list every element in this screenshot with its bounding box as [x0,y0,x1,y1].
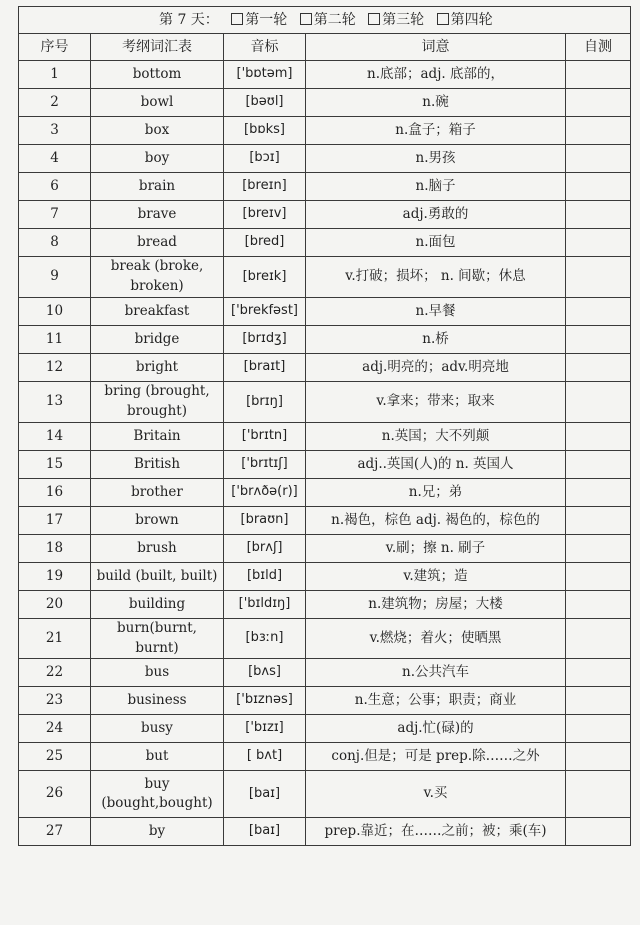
table-row [19,257,631,298]
row-word: box [91,117,224,145]
row-number: 26 [19,771,91,818]
row-word: buy (bought,bought) [91,771,224,818]
row-word: break (broke, broken) [91,257,224,298]
table-row [19,687,631,715]
row-self-test[interactable] [566,61,631,89]
row-phonetic: ['bɒtəm] [224,61,306,89]
row-meaning: adj.勇敢的 [306,201,566,229]
row-phonetic: [brʌʃ] [224,535,306,563]
row-phonetic: [brɪŋ] [224,382,306,423]
row-word: Britain [91,423,224,451]
row-phonetic: ['bɪzɪ] [224,715,306,743]
table-body [19,61,631,846]
row-number: 24 [19,715,91,743]
round-3-checkbox[interactable] [368,13,380,25]
row-number: 21 [19,619,91,659]
row-self-test[interactable] [566,743,631,771]
table-row [19,326,631,354]
day-label: 第 7 天： [159,11,219,28]
row-word: bring (brought, brought) [91,382,224,423]
vocabulary-table [18,6,631,846]
row-meaning: adj.明亮的；adv.明亮地 [306,354,566,382]
row-self-test[interactable] [566,173,631,201]
row-meaning: conj.但是；可是 prep.除……之外 [306,743,566,771]
row-word: building [91,591,224,619]
row-meaning: n.碗 [306,89,566,117]
row-number: 2 [19,89,91,117]
row-number: 14 [19,423,91,451]
row-meaning: v.拿来；带来；取来 [306,382,566,423]
title-row [19,7,631,34]
table-row [19,229,631,257]
row-phonetic: ['bɪldɪŋ] [224,591,306,619]
row-self-test[interactable] [566,298,631,326]
row-self-test[interactable] [566,687,631,715]
round-4-checkbox[interactable] [437,13,449,25]
header-word: 考纲词汇表 [91,34,224,61]
row-self-test[interactable] [566,423,631,451]
row-number: 9 [19,257,91,298]
row-number: 25 [19,743,91,771]
row-meaning: v.刷；擦 n. 刷子 [306,535,566,563]
row-word: British [91,451,224,479]
header-row [19,34,631,61]
row-meaning: n.生意；公事；职责；商业 [306,687,566,715]
row-number: 17 [19,507,91,535]
row-phonetic: [bred] [224,229,306,257]
row-phonetic: [baɪ] [224,818,306,846]
table-row [19,423,631,451]
table-row [19,535,631,563]
table-row [19,771,631,818]
row-word: brain [91,173,224,201]
row-self-test[interactable] [566,818,631,846]
row-meaning: n.桥 [306,326,566,354]
table-row [19,61,631,89]
row-meaning: n.男孩 [306,145,566,173]
row-number: 18 [19,535,91,563]
row-self-test[interactable] [566,535,631,563]
row-phonetic: [breɪv] [224,201,306,229]
row-meaning: n.脑子 [306,173,566,201]
row-meaning: n.英国；大不列颠 [306,423,566,451]
row-self-test[interactable] [566,479,631,507]
row-word: bright [91,354,224,382]
table-row [19,743,631,771]
row-self-test[interactable] [566,659,631,687]
row-number: 3 [19,117,91,145]
row-phonetic: [brɪdʒ] [224,326,306,354]
row-meaning: adj..英国(人)的 n. 英国人 [306,451,566,479]
row-number: 6 [19,173,91,201]
table-row [19,354,631,382]
row-phonetic: ['brɪtɪʃ] [224,451,306,479]
row-phonetic: [baɪ] [224,771,306,818]
row-phonetic: [bɪld] [224,563,306,591]
row-meaning: n.公共汽车 [306,659,566,687]
table-row [19,117,631,145]
row-word: bridge [91,326,224,354]
row-number: 27 [19,818,91,846]
row-word: burn(burnt, burnt) [91,619,224,659]
row-self-test[interactable] [566,507,631,535]
row-meaning: v.打破；损坏； n. 间歇；休息 [306,257,566,298]
row-meaning: n.建筑物；房屋；大楼 [306,591,566,619]
table-row [19,201,631,229]
row-number: 22 [19,659,91,687]
table-row [19,173,631,201]
row-phonetic: [bɔɪ] [224,145,306,173]
row-phonetic: [bɒks] [224,117,306,145]
row-number: 10 [19,298,91,326]
row-number: 20 [19,591,91,619]
row-phonetic: [braɪt] [224,354,306,382]
row-word: but [91,743,224,771]
row-meaning: n.褐色，棕色 adj. 褐色的，棕色的 [306,507,566,535]
row-self-test[interactable] [566,563,631,591]
row-meaning: v.买 [306,771,566,818]
row-phonetic: ['bɪznəs] [224,687,306,715]
row-self-test[interactable] [566,257,631,298]
row-word: bus [91,659,224,687]
row-meaning: adj.忙(碌)的 [306,715,566,743]
row-self-test[interactable] [566,354,631,382]
row-word: bread [91,229,224,257]
row-meaning: n.底部；adj. 底部的， [306,61,566,89]
round-3-label: 第三轮 [382,11,425,28]
round-4-label: 第四轮 [450,11,493,28]
row-meaning: v.燃烧；着火；使晒黑 [306,619,566,659]
row-self-test[interactable] [566,619,631,659]
table-row [19,89,631,117]
header-self-test: 自测 [566,34,631,61]
table-row [19,591,631,619]
row-self-test[interactable] [566,201,631,229]
row-phonetic: [breɪn] [224,173,306,201]
table-row [19,715,631,743]
day-title [19,7,631,34]
row-phonetic: ['brekfəst] [224,298,306,326]
row-number: 13 [19,382,91,423]
row-word: business [91,687,224,715]
row-phonetic: [bəʊl] [224,89,306,117]
table-row [19,479,631,507]
row-word: breakfast [91,298,224,326]
row-word: bottom [91,61,224,89]
table-row [19,382,631,423]
row-word: busy [91,715,224,743]
row-phonetic: [ bʌt] [224,743,306,771]
row-word: brave [91,201,224,229]
round-1-label: 第一轮 [245,11,288,28]
row-self-test[interactable] [566,117,631,145]
round-2-checkbox[interactable] [300,13,312,25]
table-row [19,507,631,535]
row-self-test[interactable] [566,326,631,354]
row-number: 15 [19,451,91,479]
table-row [19,298,631,326]
row-number: 11 [19,326,91,354]
table-row [19,145,631,173]
table-row [19,659,631,687]
row-phonetic: ['brʌðə(r)] [224,479,306,507]
table-row [19,619,631,659]
row-number: 7 [19,201,91,229]
row-number: 23 [19,687,91,715]
row-word: brush [91,535,224,563]
row-word: by [91,818,224,846]
row-phonetic: [bɜːn] [224,619,306,659]
row-self-test[interactable] [566,715,631,743]
row-word: boy [91,145,224,173]
row-self-test[interactable] [566,771,631,818]
row-number: 19 [19,563,91,591]
table-row [19,451,631,479]
table-row [19,818,631,846]
row-meaning: n.盒子；箱子 [306,117,566,145]
header-number: 序号 [19,34,91,61]
row-self-test[interactable] [566,89,631,117]
round-1-checkbox[interactable] [231,13,243,25]
row-self-test[interactable] [566,451,631,479]
table-row [19,563,631,591]
row-meaning: prep.靠近；在……之前；被；乘(车) [306,818,566,846]
row-phonetic: [bʌs] [224,659,306,687]
row-self-test[interactable] [566,145,631,173]
row-meaning: n.兄；弟 [306,479,566,507]
row-number: 16 [19,479,91,507]
row-self-test[interactable] [566,382,631,423]
row-word: build (built, built) [91,563,224,591]
header-meaning: 词意 [306,34,566,61]
round-2-label: 第二轮 [313,11,356,28]
row-word: bowl [91,89,224,117]
row-number: 1 [19,61,91,89]
row-self-test[interactable] [566,229,631,257]
row-number: 8 [19,229,91,257]
row-meaning: v.建筑；造 [306,563,566,591]
header-phonetic: 音标 [224,34,306,61]
row-phonetic: ['brɪtn] [224,423,306,451]
row-number: 4 [19,145,91,173]
row-word: brother [91,479,224,507]
row-self-test[interactable] [566,591,631,619]
row-phonetic: [breɪk] [224,257,306,298]
row-number: 12 [19,354,91,382]
row-phonetic: [braʊn] [224,507,306,535]
row-meaning: n.面包 [306,229,566,257]
row-word: brown [91,507,224,535]
row-meaning: n.早餐 [306,298,566,326]
vocabulary-sheet [18,6,630,846]
